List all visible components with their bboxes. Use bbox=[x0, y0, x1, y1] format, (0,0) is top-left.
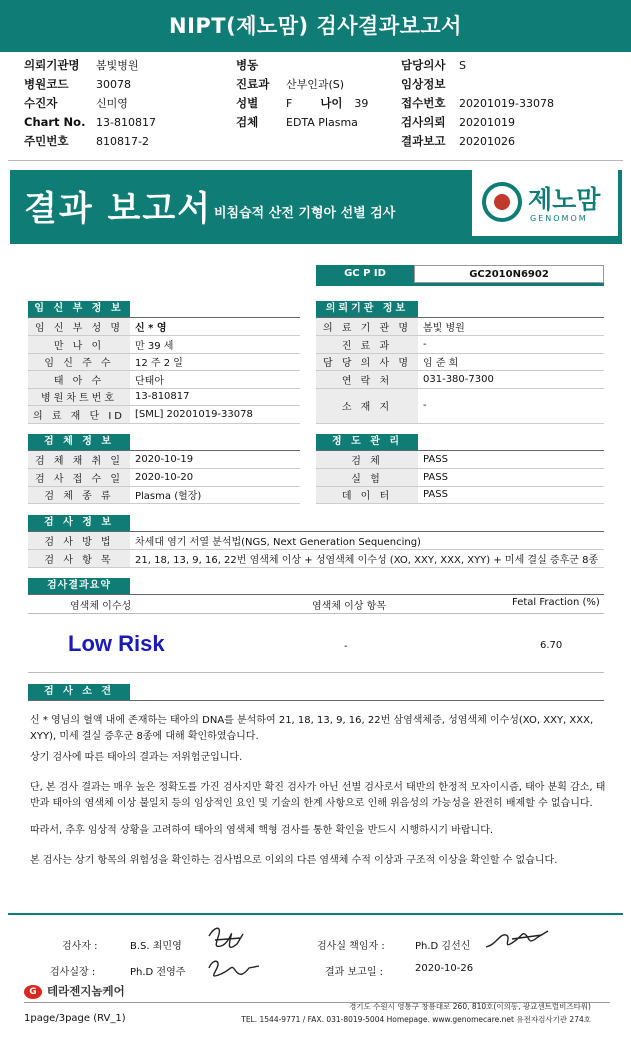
section-test: 검 사 정 보 bbox=[28, 515, 130, 531]
lab-head-label: 검사실 책임자 : bbox=[317, 941, 385, 952]
summary-col-abnormality: 염색체 이상 항목 bbox=[312, 601, 386, 612]
header-field-label: 진료과 bbox=[236, 77, 270, 91]
footer-address: 경기도 수원시 영통구 창룡대로 260, 810호(이의동, 광교센트럴비즈타워) bbox=[349, 1002, 591, 1011]
header-field-value: 810817-2 bbox=[96, 135, 149, 148]
section-line bbox=[28, 594, 604, 595]
header-field-value: 20201019 bbox=[459, 116, 515, 129]
institution-table bbox=[316, 318, 604, 424]
header-col-3 bbox=[401, 56, 554, 151]
header-field bbox=[24, 56, 156, 75]
banner-subtitle: 비침습적 산전 기형아 선별 검사 bbox=[214, 206, 396, 221]
fetal-fraction-value: 6.70 bbox=[540, 640, 563, 651]
row-label: 의 료 재 단 ID bbox=[28, 406, 130, 424]
lab-head-name: Ph.D 김선신 bbox=[415, 941, 471, 952]
tester-label: 검사자 : bbox=[62, 941, 98, 952]
table-row bbox=[316, 353, 604, 371]
table-row bbox=[28, 550, 604, 568]
age-label: 나이 bbox=[320, 96, 343, 110]
specimen-table bbox=[28, 451, 300, 504]
row-value: 2020-10-19 bbox=[130, 451, 300, 469]
report-date-value: 2020-10-26 bbox=[415, 963, 474, 974]
header-field bbox=[24, 132, 156, 151]
row-label: 검 체 채 취 일 bbox=[28, 451, 130, 469]
tester-name: B.S. 최민영 bbox=[130, 941, 182, 952]
header-field-label: 검체 bbox=[236, 115, 259, 129]
header-field bbox=[401, 75, 554, 94]
row-value: Plasma (혈장) bbox=[130, 486, 300, 504]
header-field-value: 30078 bbox=[96, 78, 131, 91]
header-field-label: 수진자 bbox=[24, 96, 58, 110]
section-line bbox=[28, 700, 604, 701]
header-info bbox=[0, 56, 631, 156]
header-field bbox=[24, 113, 156, 132]
company-name: 테라젠지놈케어 bbox=[47, 984, 125, 998]
summary-col-aneuploidy: 염색체 이수성 bbox=[70, 601, 132, 612]
row-value: 임 준 희 bbox=[418, 353, 604, 371]
director-signature bbox=[205, 954, 263, 980]
header-field bbox=[401, 94, 554, 113]
row-label: 태 아 수 bbox=[28, 371, 130, 389]
director-name: Ph.D 전영주 bbox=[130, 967, 186, 978]
row-value: 2020-10-20 bbox=[130, 469, 300, 487]
table-row bbox=[28, 486, 300, 504]
header-field-label: 성별 bbox=[236, 96, 259, 110]
header-field-label: 의뢰기관명 bbox=[24, 58, 80, 72]
header-field-value: F bbox=[286, 97, 293, 110]
header-field-value: 산부인과(S) bbox=[286, 78, 345, 91]
header-field-label: 검사의뢰 bbox=[401, 115, 446, 129]
age-value: 39 bbox=[354, 97, 369, 110]
banner-title: 결과 보고서 bbox=[24, 189, 213, 229]
logo-emblem-icon bbox=[482, 182, 522, 222]
company-logo bbox=[24, 983, 125, 999]
header-field-value: 봄빛병원 bbox=[96, 59, 139, 72]
table-row bbox=[28, 532, 604, 550]
opinion-paragraph-2: 상기 검사에 따른 태아의 결과는 저위험군입니다. bbox=[30, 752, 243, 763]
row-value: 031-380-7300 bbox=[418, 371, 604, 389]
logo-brand: GENOMOM bbox=[530, 214, 588, 223]
row-value: [SML] 20201019-33078 bbox=[130, 406, 300, 424]
section-qc: 정 도 관 리 bbox=[316, 434, 418, 450]
header-field bbox=[401, 113, 554, 132]
row-value: 12 주 2 일 bbox=[130, 353, 300, 371]
header-field bbox=[236, 75, 368, 94]
report-date-label: 결과 보고일 : bbox=[325, 967, 384, 978]
table-row bbox=[28, 451, 300, 469]
abnormality-value: - bbox=[344, 641, 348, 652]
row-label: 연 락 처 bbox=[316, 371, 418, 389]
table-row bbox=[316, 469, 604, 487]
header-field-label: Chart No. bbox=[24, 115, 86, 129]
table-row bbox=[316, 486, 604, 504]
gcp-id-value: GC2010N6902 bbox=[414, 265, 604, 283]
header-field bbox=[401, 132, 554, 151]
header-field-label: 병동 bbox=[236, 58, 259, 72]
section-opinion: 검 사 소 견 bbox=[28, 684, 130, 700]
section-summary: 검사결과요약 bbox=[28, 578, 130, 594]
header-field-label: 주민번호 bbox=[24, 134, 69, 148]
section-pregnant: 임 신 부 정 보 bbox=[28, 301, 130, 317]
row-label: 검 사 방 법 bbox=[28, 532, 130, 550]
row-value: PASS bbox=[418, 451, 604, 469]
table-row bbox=[316, 318, 604, 336]
header-field bbox=[24, 94, 156, 113]
table-row bbox=[28, 469, 300, 487]
row-value: 13-810817 bbox=[130, 388, 300, 406]
row-value: 차세대 염기 서열 분석법(NGS, Next Generation Sequencing) bbox=[130, 532, 604, 550]
row-label: 임 신 주 수 bbox=[28, 353, 130, 371]
row-label: 만 나 이 bbox=[28, 336, 130, 354]
header-field-value: S bbox=[459, 59, 466, 72]
header-field-value: EDTA Plasma bbox=[286, 116, 358, 129]
logo-name: 제노맘 bbox=[528, 185, 601, 214]
row-label: 검 사 항 목 bbox=[28, 550, 130, 568]
row-label: 병원차트번호 bbox=[28, 388, 130, 406]
signature-divider bbox=[8, 913, 623, 915]
summary-col-fetal-fraction: Fetal Fraction (%) bbox=[512, 597, 600, 608]
gcp-underline bbox=[316, 283, 604, 286]
table-row bbox=[316, 371, 604, 389]
table-row bbox=[28, 371, 300, 389]
opinion-paragraph-4: 따라서, 추후 임상적 상황을 고려하여 태아의 염색체 핵형 검사를 통한 확인을 반드시 시행하시기 바랍니다. bbox=[30, 825, 494, 836]
table-row bbox=[28, 353, 300, 371]
row-value: 만 39 세 bbox=[130, 336, 300, 354]
table-row bbox=[28, 406, 300, 424]
opinion-paragraph-5: 본 검사는 상기 항목의 위험성을 확인하는 검사법으로 이외의 다른 염색체 수적 이상과 구조적 이상을 확인할 수 없습니다. bbox=[30, 855, 558, 866]
opinion-paragraph-1: 신 * 영님의 혈액 내에 존재하는 태아의 DNA를 분석하여 21, 18, 13, 9, 16, 22번 삼염색체증, 성염색체 이수성(XO, XXY, XXX, XYY), 미세 결실 증후군 8종에 대해 확인하였습니다. bbox=[30, 715, 594, 742]
header-field bbox=[236, 56, 368, 75]
row-value: 봄빛 병원 bbox=[418, 318, 604, 336]
row-value: PASS bbox=[418, 469, 604, 487]
row-label: 임 신 부 성 명 bbox=[28, 318, 130, 336]
row-value: - bbox=[418, 388, 604, 423]
row-label: 검 체 종 류 bbox=[28, 486, 130, 504]
row-label: 검 체 bbox=[316, 451, 418, 469]
row-label: 검 사 접 수 일 bbox=[28, 469, 130, 487]
summary-header-line bbox=[28, 613, 604, 614]
qc-table bbox=[316, 451, 604, 504]
opinion-paragraph-3: 단, 본 검사 결과는 매우 높은 정확도를 가진 검사지만 확진 검사가 아닌 선별 검사로서 태반의 한정적 모자이시즘, 태아 분획 감소, 태반과 태아의 염색체 이상 불일치 등의 임상적인 요인 및 기술의 한계 사항으로 인해 위음성의 가능성을 완전히 배제할 수 없습니다. bbox=[30, 782, 606, 809]
header-field-label: 병원코드 bbox=[24, 77, 69, 91]
test-table bbox=[28, 532, 604, 568]
table-row bbox=[316, 451, 604, 469]
row-value: 단태아 bbox=[130, 371, 300, 389]
row-label: 담 당 의 사 명 bbox=[316, 353, 418, 371]
row-value: - bbox=[418, 336, 604, 354]
header-field-label: 임상정보 bbox=[401, 77, 446, 91]
header-col-2 bbox=[236, 56, 368, 132]
row-label: 의 료 기 관 명 bbox=[316, 318, 418, 336]
header-divider bbox=[8, 160, 623, 161]
row-value: 21, 18, 13, 9, 16, 22번 염색체 이상 + 성염색체 이수성 (XO, XXY, XXX, XYY) + 미세 결실 증후군 8종 bbox=[130, 550, 604, 568]
header-field bbox=[401, 56, 554, 75]
header-field-value: 신미영 bbox=[96, 97, 128, 110]
pregnant-table bbox=[28, 318, 300, 424]
page-number: 1page/3page (RV_1) bbox=[24, 1013, 126, 1024]
header-field-label: 결과보고 bbox=[401, 134, 446, 148]
table-row bbox=[28, 318, 300, 336]
header-field bbox=[24, 75, 156, 94]
row-value: 신 * 영 bbox=[130, 318, 300, 336]
row-value: PASS bbox=[418, 486, 604, 504]
header-field bbox=[236, 94, 368, 113]
table-row bbox=[316, 388, 604, 423]
genomom-logo bbox=[472, 170, 618, 236]
table-row bbox=[28, 336, 300, 354]
gcp-id-label: GC P ID bbox=[316, 265, 414, 283]
row-label: 소 재 지 bbox=[316, 388, 418, 423]
row-label: 진 료 과 bbox=[316, 336, 418, 354]
table-row bbox=[316, 336, 604, 354]
director-label: 검사실장 : bbox=[50, 967, 96, 978]
row-label: 데 이 터 bbox=[316, 486, 418, 504]
header-field bbox=[236, 113, 368, 132]
section-institution: 의뢰기관 정보 bbox=[316, 301, 418, 317]
summary-bottom-line bbox=[28, 672, 604, 673]
header-field-value: 13-810817 bbox=[96, 116, 156, 129]
header-col-1 bbox=[24, 56, 156, 151]
table-row bbox=[28, 388, 300, 406]
company-logo-icon: G bbox=[24, 985, 42, 999]
footer-contact: TEL. 1544-9771 / FAX. 031-8019-5004 Homepage. www.genomecare.net 유전자검사기관 274호 bbox=[241, 1015, 591, 1024]
row-label: 실 험 bbox=[316, 469, 418, 487]
section-specimen: 검 체 정 보 bbox=[28, 434, 130, 450]
header-field-value: 20201019-33078 bbox=[459, 97, 554, 110]
tester-signature bbox=[205, 922, 247, 956]
risk-result: Low Risk bbox=[68, 631, 165, 656]
header-field-value: 20201026 bbox=[459, 135, 515, 148]
header-field-label: 접수번호 bbox=[401, 96, 446, 110]
report-title: NIPT(제노맘) 검사결과보고서 bbox=[0, 0, 631, 52]
result-banner bbox=[10, 170, 622, 244]
lab-head-signature bbox=[482, 925, 552, 953]
header-field-label: 담당의사 bbox=[401, 58, 446, 72]
